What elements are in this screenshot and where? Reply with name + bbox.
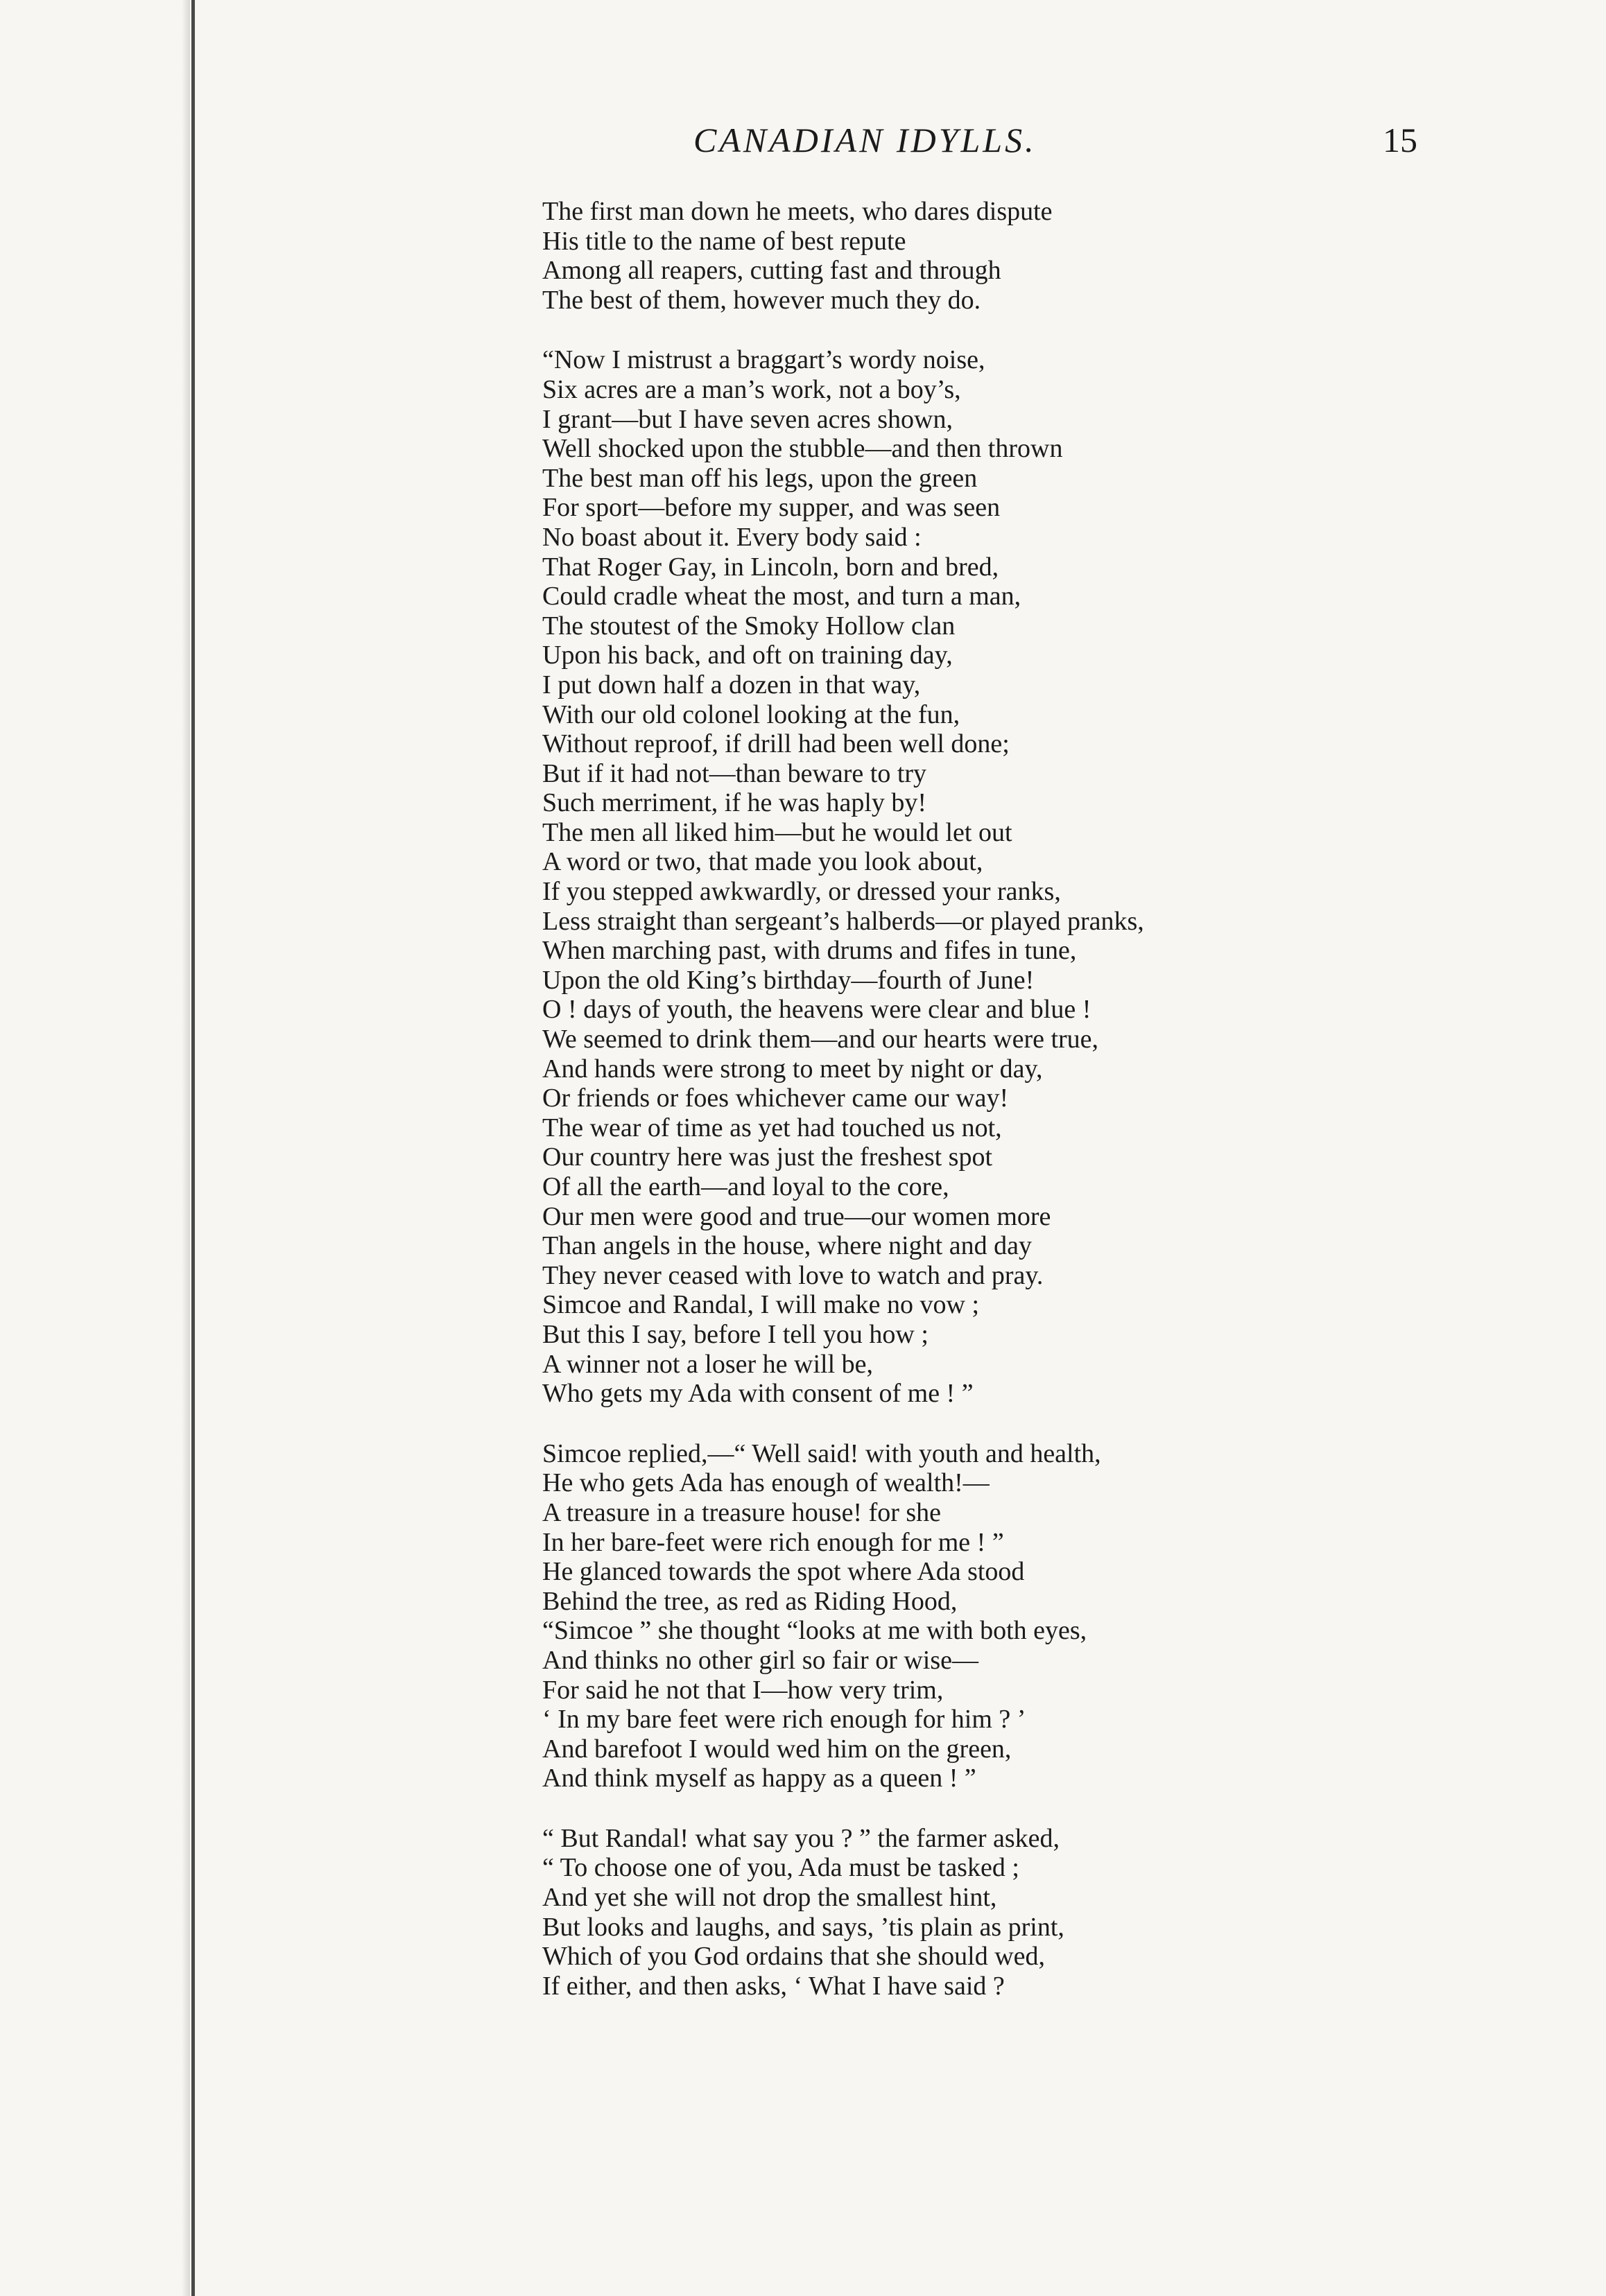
poem-line: The first man down he meets, who dares dispute bbox=[542, 197, 1053, 226]
poem-line: Simcoe and Randal, I will make no vow ; bbox=[542, 1290, 980, 1320]
poem-line: The best man off his legs, upon the green bbox=[542, 463, 978, 493]
poem-line: “ But Randal! what say you ? ” the farmer asked, bbox=[542, 1823, 1060, 1853]
poem-line: Less straight than sergeant’s halberds—or played pranks, bbox=[542, 906, 1144, 936]
poem-line: Simcoe replied,—“ Well said! with youth and health, bbox=[542, 1438, 1101, 1468]
poem-line: A treasure in a treasure house! for she bbox=[542, 1497, 942, 1527]
stanza bbox=[542, 345, 1465, 1408]
poem-line: We seemed to drink them—and our hearts were true, bbox=[542, 1025, 1099, 1054]
poem-line: Upon the old King’s birthday—fourth of June! bbox=[542, 965, 1035, 995]
stanza bbox=[542, 197, 1465, 315]
poem-line: Our men were good and true—our women more bbox=[542, 1201, 1051, 1231]
poem-line: A word or two, that made you look about, bbox=[542, 847, 983, 877]
poem-line: Who gets my Ada with consent of me ! ” bbox=[542, 1379, 974, 1409]
poem-line: Behind the tree, as red as Riding Hood, bbox=[542, 1586, 958, 1616]
binding-shadow bbox=[182, 0, 190, 2296]
poem-line: He glanced towards the spot where Ada stood bbox=[542, 1557, 1025, 1587]
poem-line: Could cradle wheat the most, and turn a man, bbox=[542, 582, 1021, 611]
poem-line: “Simcoe ” she thought “looks at me with both eyes, bbox=[542, 1616, 1087, 1646]
poem-line: In her bare-feet were rich enough for me ! ” bbox=[542, 1527, 1004, 1557]
poem-line: Upon his back, and oft on training day, bbox=[542, 641, 953, 670]
stanza bbox=[542, 1439, 1465, 1793]
poem-line: “Now I mistrust a braggart’s wordy noise, bbox=[542, 345, 985, 375]
poem-line: Than angels in the house, where night and day bbox=[542, 1231, 1032, 1261]
poem-line: For sport—before my supper, and was seen bbox=[542, 493, 1001, 523]
poem-line: Or friends or foes whichever came our way! bbox=[542, 1084, 1009, 1113]
poem-line: The best of them, however much they do. bbox=[542, 285, 981, 315]
page-header bbox=[541, 114, 1442, 170]
poem-line: If either, and then asks, ‘ What I have said ? bbox=[542, 1971, 1005, 2001]
poem-line: For said he not that I—how very trim, bbox=[542, 1675, 944, 1705]
poem-line: When marching past, with drums and fifes in tune, bbox=[542, 936, 1077, 966]
poem-line: Without reproof, if drill had been well done; bbox=[542, 729, 1010, 759]
poem-line: I grant—but I have seven acres shown, bbox=[542, 404, 953, 434]
poem-line: I put down half a dozen in that way, bbox=[542, 670, 921, 699]
poem-line: No boast about it. Every body said : bbox=[542, 522, 922, 552]
poem-line: Of all the earth—and loyal to the core, bbox=[542, 1172, 949, 1201]
poem-line: That Roger Gay, in Lincoln, born and bred, bbox=[542, 552, 999, 582]
poem-line: He who gets Ada has enough of wealth!— bbox=[542, 1468, 990, 1498]
poem-line: The wear of time as yet had touched us not, bbox=[542, 1113, 1002, 1142]
poem-line: But looks and laughs, and says, ’tis plain as print, bbox=[542, 1912, 1064, 1942]
poem-line: And hands were strong to meet by night or day, bbox=[542, 1054, 1043, 1084]
poem-line: Six acres are a man’s work, not a boy’s, bbox=[542, 374, 961, 404]
poem-line: Our country here was just the freshest spot bbox=[542, 1142, 993, 1172]
poem-line: And thinks no other girl so fair or wise— bbox=[542, 1645, 979, 1675]
poem-line: The men all liked him—but he would let out bbox=[542, 817, 1012, 847]
poem-line: And think myself as happy as a queen ! ” bbox=[542, 1764, 976, 1793]
poem-line: Which of you God ordains that she should wed, bbox=[542, 1942, 1046, 1972]
poem-line: O ! days of youth, the heavens were clear and blue ! bbox=[542, 995, 1091, 1025]
poem-line: His title to the name of best repute bbox=[542, 226, 906, 256]
poem-line: A winner not a loser he will be, bbox=[542, 1349, 874, 1379]
poem-line: They never ceased with love to watch and pray. bbox=[542, 1260, 1044, 1290]
poem-line: If you stepped awkwardly, or dressed your ranks, bbox=[542, 877, 1061, 907]
poem-line: But this I say, before I tell you how ; bbox=[542, 1319, 929, 1349]
stanza bbox=[542, 1824, 1465, 2001]
poem-text bbox=[542, 197, 1465, 2031]
running-title: CANADIAN IDYLLS. bbox=[693, 121, 1037, 159]
poem-line: ‘ In my bare feet were rich enough for him ? ’ bbox=[542, 1705, 1026, 1734]
poem-line: “ To choose one of you, Ada must be tasked ; bbox=[542, 1853, 1019, 1883]
poem-line: Well shocked upon the stubble—and then thrown bbox=[542, 434, 1063, 464]
poem-line: With our old colonel looking at the fun, bbox=[542, 699, 960, 729]
binding-edge bbox=[191, 0, 195, 2296]
poem-line: And yet she will not drop the smallest hint, bbox=[542, 1883, 997, 1913]
poem-line: But if it had not—than beware to try bbox=[542, 758, 927, 788]
page-number: 15 bbox=[1383, 121, 1417, 159]
poem-line: And barefoot I would wed him on the green, bbox=[542, 1734, 1012, 1764]
poem-line: The stoutest of the Smoky Hollow clan bbox=[542, 611, 956, 641]
poem-line: Such merriment, if he was haply by! bbox=[542, 788, 927, 818]
poem-line: Among all reapers, cutting fast and through bbox=[542, 256, 1001, 286]
